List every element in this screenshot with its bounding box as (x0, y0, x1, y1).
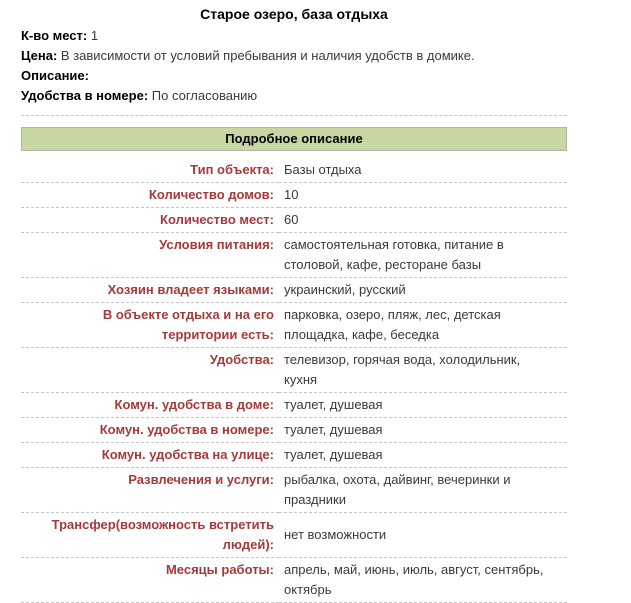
table-row (21, 303, 567, 348)
detail-value-cell (279, 468, 567, 513)
detail-label: Удобства: (209, 352, 274, 367)
details-section-header: Подробное описание (21, 127, 567, 151)
detail-value: рыбалка, охота, дайвинг, вечеринки и праздники (284, 472, 511, 507)
detail-label: В объекте отдыха и на его территории есть: (102, 307, 274, 342)
table-row (21, 278, 567, 303)
detail-label: Трансфер(возможность встретить людей): (51, 517, 274, 552)
table-row (21, 418, 567, 443)
detail-label: Тип объекта: (190, 162, 274, 177)
detail-value: Базы отдыха (284, 162, 362, 177)
summary-label: Цена: (21, 48, 58, 63)
detail-label: Комун. удобства на улице: (101, 447, 274, 462)
summary-line (21, 26, 567, 46)
summary-line (21, 86, 567, 106)
detail-value: апрель, май, июнь, июль, август, сентябрь, октябрь (284, 562, 544, 597)
summary-value: В зависимости от условий пребывания и наличия удобств в домике. (60, 48, 475, 63)
table-row (21, 558, 567, 603)
detail-value: 10 (284, 187, 299, 202)
table-row (21, 183, 567, 208)
details-table (21, 158, 567, 603)
table-row (21, 208, 567, 233)
detail-value: телевизор, горячая вода, холодильник, кухня (284, 352, 521, 387)
detail-label: Комун. удобства в номере: (99, 422, 274, 437)
details-table-body (21, 158, 567, 603)
page-title: Старое озеро, база отдыха (200, 6, 388, 22)
detail-value-cell (279, 233, 567, 278)
detail-label: Количество мест: (160, 212, 274, 227)
detail-value-cell (279, 278, 567, 303)
detail-value-cell (279, 443, 567, 468)
detail-value: украинский, русский (284, 282, 406, 297)
detail-value-cell (279, 513, 567, 558)
detail-label: Месяцы работы: (165, 562, 274, 577)
table-row (21, 513, 567, 558)
detail-value-cell (279, 418, 567, 443)
detail-value: туалет, душевая (284, 397, 383, 412)
table-row (21, 468, 567, 513)
detail-value: 60 (284, 212, 299, 227)
summary-value: 1 (90, 28, 99, 43)
table-row (21, 233, 567, 278)
table-row (21, 393, 567, 418)
summary-line (21, 66, 567, 86)
summary-line (21, 46, 567, 66)
listing-page (21, 0, 567, 603)
detail-value-cell (279, 558, 567, 603)
detail-value-cell (279, 183, 567, 208)
detail-value-cell (279, 208, 567, 233)
detail-value-cell (279, 348, 567, 393)
detail-value: нет возможности (284, 527, 387, 542)
table-row (21, 443, 567, 468)
summary-value: По согласованию (151, 88, 258, 103)
detail-label: Условия питания: (159, 237, 274, 252)
table-row (21, 158, 567, 183)
detail-label: Хозяин владеет языками: (107, 282, 274, 297)
detail-value-cell (279, 303, 567, 348)
summary-section (21, 26, 567, 116)
detail-label: Развлечения и услуги: (128, 472, 274, 487)
summary-label: К-во мест: (21, 28, 88, 43)
table-row (21, 348, 567, 393)
detail-label: Комун. удобства в доме: (114, 397, 274, 412)
detail-value: туалет, душевая (284, 447, 383, 462)
detail-value: туалет, душевая (284, 422, 383, 437)
summary-label: Описание: (21, 68, 89, 83)
detail-value-cell (279, 158, 567, 183)
detail-value-cell (279, 393, 567, 418)
detail-label: Количество домов: (148, 187, 274, 202)
detail-value: парковка, озеро, пляж, лес, детская площадка, кафе, беседка (284, 307, 501, 342)
detail-value: самостоятельная готовка, питание в столовой, кафе, ресторане базы (284, 237, 504, 272)
summary-label: Удобства в номере: (21, 88, 149, 103)
